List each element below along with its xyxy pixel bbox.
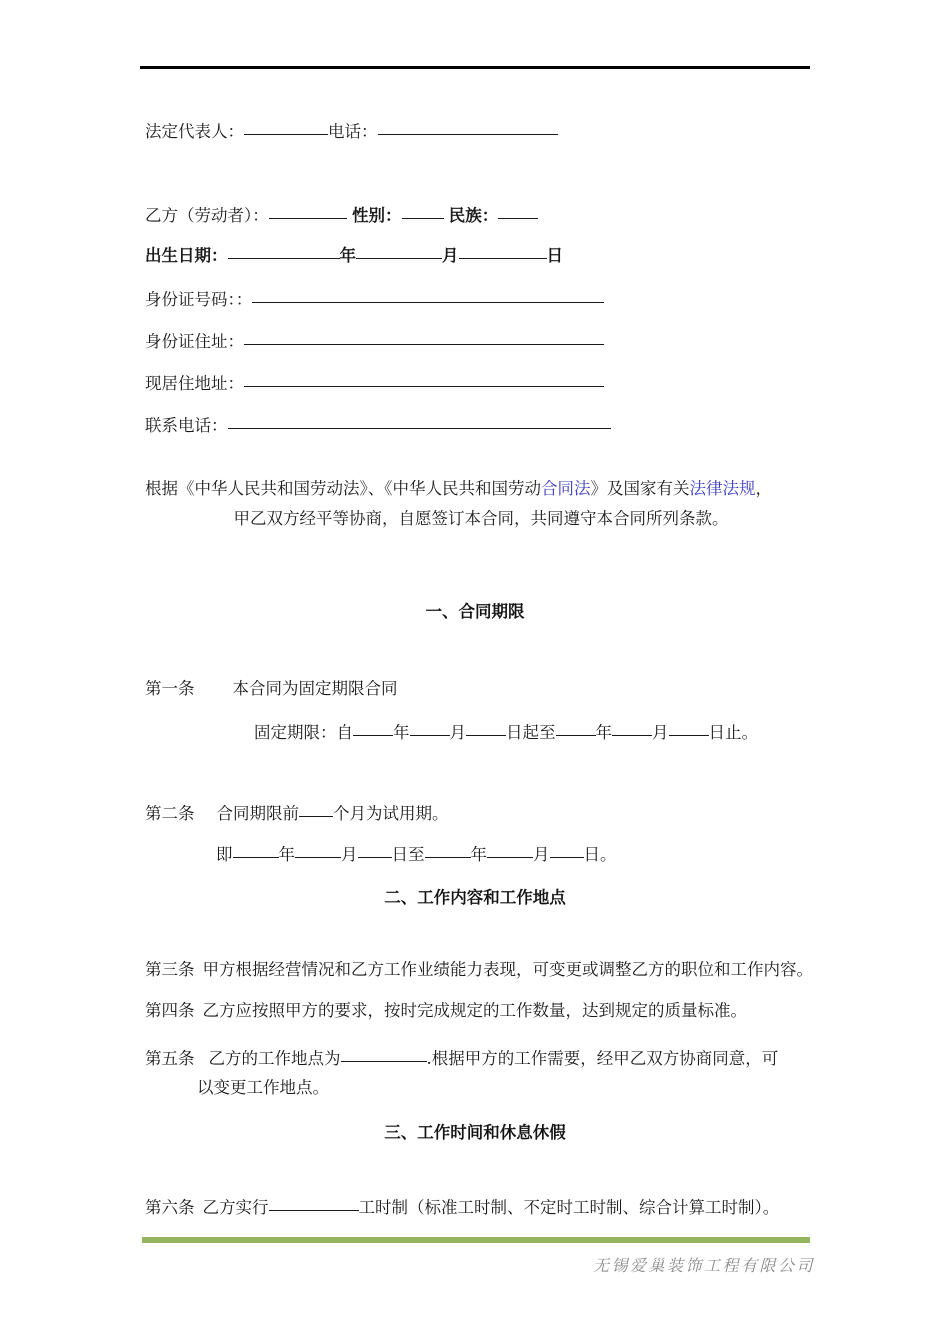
contact-phone-label: 联系电话： bbox=[145, 416, 228, 435]
birth-date-label: 出生日期： bbox=[145, 246, 228, 265]
start-day-unit: 日起至 bbox=[506, 723, 556, 742]
probation-end-day-blank[interactable] bbox=[550, 843, 584, 858]
clause-3-number: 第三条 bbox=[145, 960, 195, 979]
preamble-text-b: 》及国家有关 bbox=[590, 479, 690, 498]
current-address-blank[interactable] bbox=[244, 372, 604, 387]
birth-month-unit: 月 bbox=[442, 246, 459, 265]
legal-rep-row bbox=[145, 120, 558, 141]
current-address-label: 现居住地址： bbox=[145, 374, 244, 393]
clause-5-text-b: .根据甲方的工作需要，经甲乙双方协商同意，可 bbox=[426, 1049, 779, 1068]
clause-5-text-c: 以变更工作地点。 bbox=[197, 1078, 329, 1097]
party-b-row bbox=[145, 204, 538, 225]
end-day-blank[interactable] bbox=[669, 721, 709, 736]
clause-2-row bbox=[145, 802, 449, 823]
clause-1-text: 本合同为固定期限合同 bbox=[232, 679, 398, 698]
clause-3-row bbox=[145, 962, 813, 979]
ethnicity-label: 民族： bbox=[448, 206, 499, 225]
section-heading-1: 一、合同期限 bbox=[425, 602, 525, 621]
preamble-line-2: 甲乙双方经平等协商，自愿签订本合同，共同遵守本合同所列条款。 bbox=[233, 509, 729, 528]
probation-months-blank[interactable] bbox=[299, 802, 333, 817]
clause-1-row bbox=[145, 681, 398, 698]
end-day-unit: 日止。 bbox=[708, 723, 758, 742]
clause-2-sub-row bbox=[216, 843, 617, 864]
start-month-unit: 月 bbox=[449, 723, 466, 742]
party-a-phone-label: 电话： bbox=[328, 122, 378, 141]
birth-year-unit: 年 bbox=[339, 246, 356, 265]
birth-year-blank[interactable] bbox=[228, 244, 340, 259]
probation-prefix: 即 bbox=[216, 845, 233, 864]
birth-day-unit: 日 bbox=[546, 246, 563, 265]
start-year-unit: 年 bbox=[393, 723, 410, 742]
clause-5-number: 第五条 bbox=[145, 1049, 195, 1068]
fixed-term-label: 固定期限：自 bbox=[254, 723, 353, 742]
clause-4-row bbox=[145, 1003, 747, 1020]
birth-day-blank[interactable] bbox=[459, 244, 547, 259]
preamble-paragraph bbox=[145, 474, 817, 534]
clause-5-line-1 bbox=[145, 1044, 825, 1073]
header-divider bbox=[140, 66, 810, 69]
party-a-phone-blank[interactable] bbox=[378, 120, 558, 135]
preamble-text-c: ， bbox=[755, 479, 772, 498]
clause-6-text-a: 乙方实行 bbox=[202, 1198, 269, 1217]
end-month-unit: 月 bbox=[652, 723, 669, 742]
birth-date-row bbox=[145, 244, 563, 265]
legal-rep-label: 法定代表人： bbox=[145, 122, 244, 141]
start-year-blank[interactable] bbox=[353, 721, 393, 736]
preamble-text-a: 根据《中华人民共和国劳动法》、《中华人民共和国劳动 bbox=[145, 479, 541, 498]
gender-label: 性别： bbox=[352, 206, 402, 225]
clause-5-block bbox=[145, 1044, 825, 1102]
id-address-row bbox=[145, 330, 604, 351]
section-heading-2: 二、工作内容和工作地点 bbox=[384, 888, 566, 907]
probation-end-month-blank[interactable] bbox=[487, 843, 533, 858]
clause-1-number: 第一条 bbox=[145, 679, 195, 698]
id-address-blank[interactable] bbox=[244, 330, 604, 345]
clause-2-text-b: 个月为试用期。 bbox=[333, 804, 449, 823]
current-address-row bbox=[145, 372, 604, 393]
clause-3-text: 甲方根据经营情况和乙方工作业绩能力表现，可变更或调整乙方的职位和工作内容。 bbox=[202, 960, 813, 979]
clause-6-row bbox=[145, 1196, 779, 1217]
contact-phone-blank[interactable] bbox=[228, 414, 611, 429]
probation-start-day-unit: 日至 bbox=[391, 845, 425, 864]
probation-end-year-blank[interactable] bbox=[425, 843, 471, 858]
id-number-blank[interactable] bbox=[252, 288, 604, 303]
id-number-row bbox=[145, 288, 604, 309]
clause-5-line-2 bbox=[145, 1073, 825, 1102]
link-laws-regulations[interactable]: 法律法规 bbox=[689, 479, 756, 498]
clause-4-text: 乙方应按照甲方的要求，按时完成规定的工作数量，达到规定的质量标准。 bbox=[202, 1001, 747, 1020]
probation-end-month-unit: 月 bbox=[533, 845, 550, 864]
id-number-label: 身份证号码：： bbox=[145, 290, 253, 309]
workplace-blank[interactable] bbox=[341, 1047, 427, 1062]
legal-rep-blank[interactable] bbox=[244, 120, 328, 135]
section-heading-3: 三、工作时间和休息休假 bbox=[384, 1123, 566, 1142]
preamble-line-1 bbox=[145, 474, 817, 504]
id-address-label: 身份证住址： bbox=[145, 332, 244, 351]
clause-6-number: 第六条 bbox=[145, 1198, 195, 1217]
footer-divider bbox=[142, 1237, 810, 1243]
start-day-blank[interactable] bbox=[466, 721, 506, 736]
probation-start-day-blank[interactable] bbox=[358, 843, 392, 858]
clause-5-text-a: 乙方的工作地点为 bbox=[208, 1049, 341, 1068]
gender-blank[interactable] bbox=[402, 204, 444, 219]
probation-start-year-blank[interactable] bbox=[233, 843, 279, 858]
probation-start-month-unit: 月 bbox=[341, 845, 358, 864]
end-year-unit: 年 bbox=[595, 723, 612, 742]
ethnicity-blank[interactable] bbox=[498, 204, 538, 219]
birth-month-blank[interactable] bbox=[356, 244, 442, 259]
end-month-blank[interactable] bbox=[612, 721, 652, 736]
footer-company-name: 无锡爱巢装饰工程有限公司 bbox=[592, 1256, 815, 1275]
start-month-blank[interactable] bbox=[410, 721, 450, 736]
end-year-blank[interactable] bbox=[556, 721, 596, 736]
party-b-name-blank[interactable] bbox=[269, 204, 347, 219]
contact-phone-row bbox=[145, 414, 611, 435]
clause-4-number: 第四条 bbox=[145, 1001, 195, 1020]
probation-end-day-unit: 日。 bbox=[583, 845, 617, 864]
party-b-label: 乙方（劳动者）： bbox=[145, 206, 269, 225]
probation-start-year-unit: 年 bbox=[278, 845, 295, 864]
clause-6-text-b: 工时制（标准工时制、不定时工时制、综合计算工时制）。 bbox=[358, 1198, 780, 1217]
probation-start-month-blank[interactable] bbox=[295, 843, 341, 858]
working-hours-system-blank[interactable] bbox=[269, 1196, 359, 1211]
clause-1-sub-row bbox=[254, 721, 758, 742]
probation-end-year-unit: 年 bbox=[470, 845, 487, 864]
clause-2-number: 第二条 bbox=[145, 804, 195, 823]
clause-2-text-a: 合同期限前 bbox=[216, 804, 299, 823]
link-contract-law[interactable]: 合同法 bbox=[541, 479, 591, 498]
